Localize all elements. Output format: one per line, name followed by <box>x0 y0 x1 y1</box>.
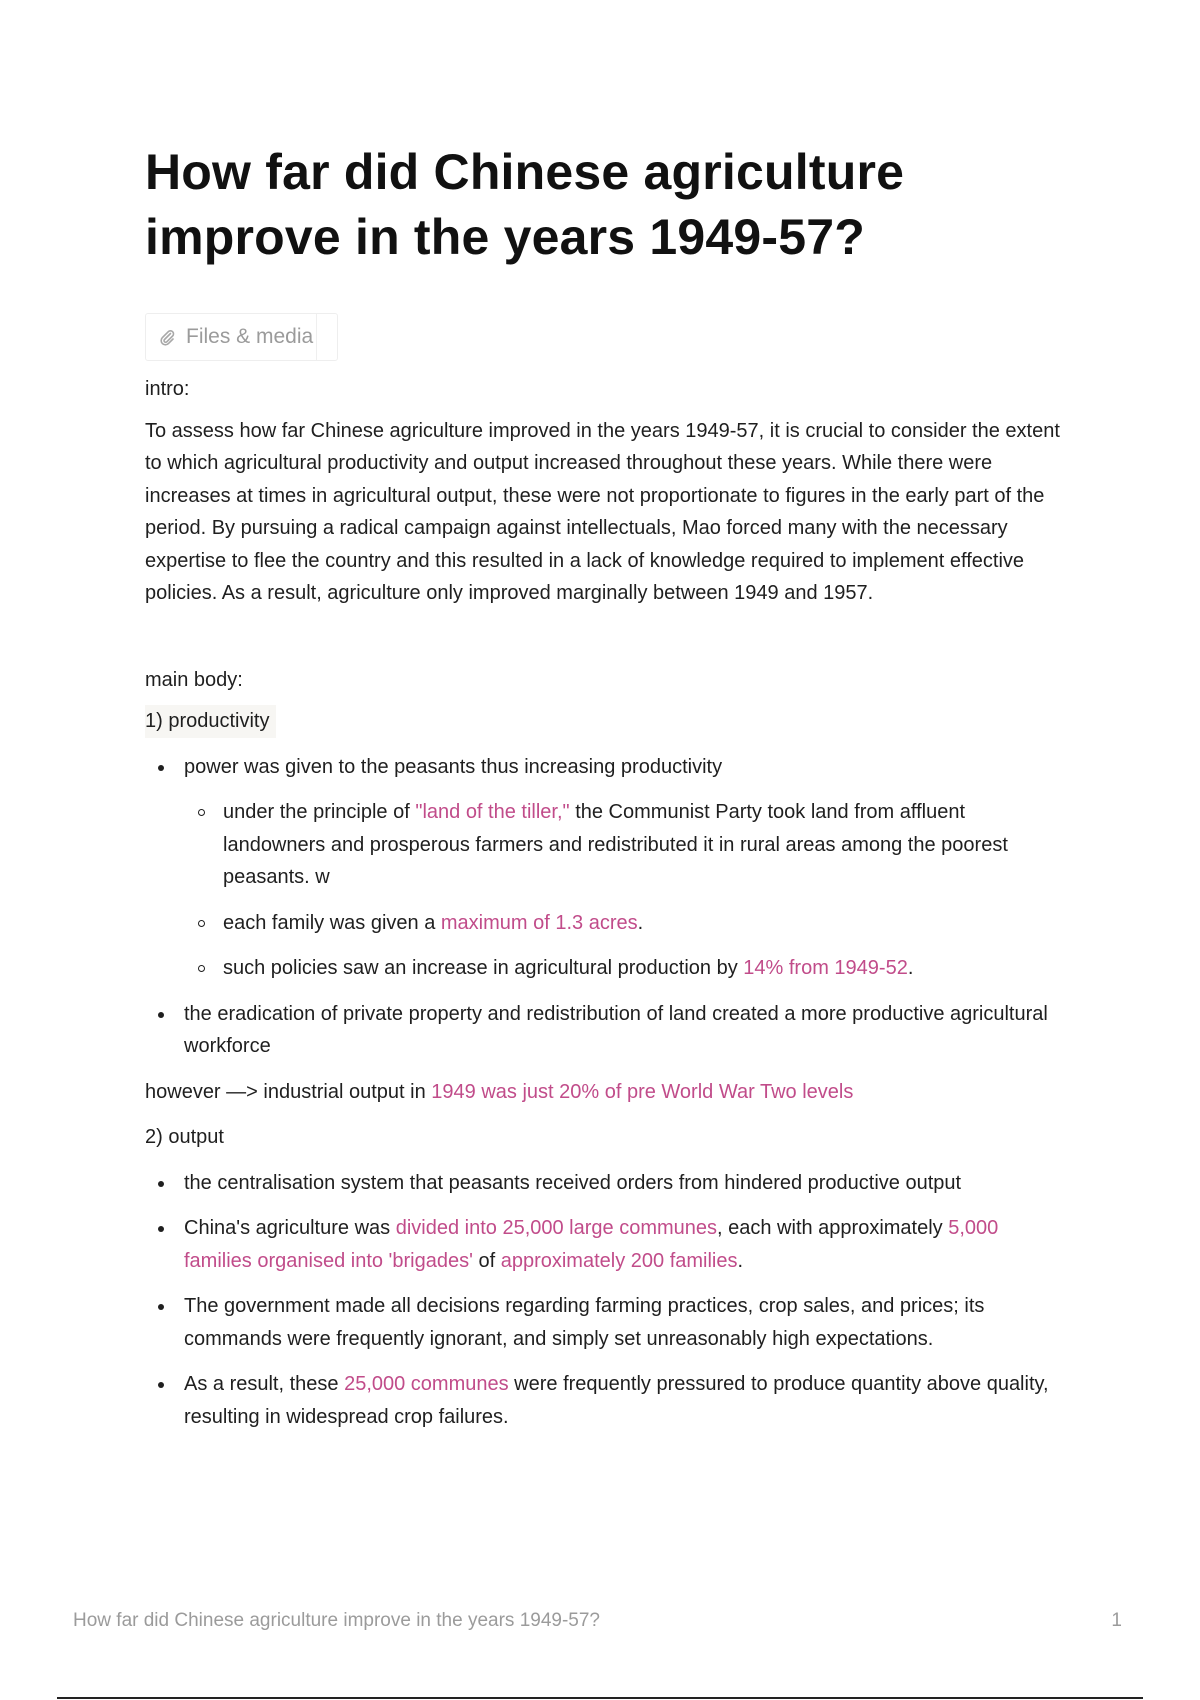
bullet-dot-icon <box>158 1226 164 1232</box>
highlighted-text: approximately 200 families <box>500 1249 738 1272</box>
intro-label: intro: <box>145 378 190 400</box>
property-divider <box>316 314 317 360</box>
list-item <box>145 1212 1065 1277</box>
highlighted-text: divided into 25,000 large communes <box>395 1217 718 1239</box>
bullet-circle-icon <box>198 809 205 816</box>
output-list <box>145 1167 1065 1434</box>
bullet-dot-icon <box>158 1181 164 1187</box>
list-item <box>145 998 1065 1063</box>
text-run: each family was given a <box>223 911 441 934</box>
text-run: . <box>637 911 644 934</box>
text-run: such policies saw an increase in agricultural production by <box>223 957 744 979</box>
highlighted-text: 5,000 families organised into 'brigades' <box>184 1217 999 1272</box>
highlighted-text: 1949 was just 20% of pre World War Two levels <box>431 1080 854 1103</box>
bullet-dot-icon <box>158 1382 164 1388</box>
list-item <box>145 751 1065 985</box>
text-run: , each with approximately <box>717 1217 949 1239</box>
text-run: . <box>737 1249 744 1272</box>
list-item-text: the centralisation system that peasants received orders from hindered productive output <box>184 1171 962 1194</box>
bullet-circle-icon <box>198 920 205 927</box>
list-item-text: power was given to the peasants thus increasing productivity <box>184 755 723 778</box>
files-media-label: Files & media <box>186 325 314 348</box>
paperclip-icon <box>158 328 176 346</box>
highlighted-text: maximum of 1.3 acres <box>440 911 638 934</box>
footer-title: How far did Chinese agriculture improve in the years 1949-57? <box>73 1610 600 1631</box>
document-page <box>145 140 1065 1433</box>
productivity-list <box>145 751 1065 1063</box>
intro-paragraph: To assess how far Chinese agriculture improved in the years 1949-57, it is crucial to consider the extent to which agricultural productivity and output increased throughout these years. While there were increases at times in agricultural output, these were not proportionate to figures in the early part of the period. By pursuing a radical campaign against intellectuals, Mao forced many with the necessary expertise to flee the country and this resulted in a lack of knowledge required to implement effective policies. As a result, agriculture only improved marginally between 1949 and 1957. <box>145 419 1060 604</box>
bullet-circle-icon <box>198 965 205 972</box>
page-title: How far did Chinese agriculture improve in the years 1949-57? <box>145 144 905 265</box>
sub-list <box>184 796 1065 985</box>
page-number: 1 <box>1111 1610 1122 1631</box>
however-line <box>145 1076 1065 1109</box>
sub-list-item <box>184 952 1065 985</box>
list-item-text: The government made all decisions regarding farming practices, crop sales, and prices; its commands were frequently ignorant, and simply set unreasonably high expectations. <box>184 1295 985 1350</box>
main-body-label: main body: <box>145 668 243 691</box>
highlighted-text: 25,000 communes <box>344 1373 509 1395</box>
text-run: . <box>907 957 914 979</box>
highlighted-text: "land of the tiller," <box>415 801 570 823</box>
text-run: under the principle of <box>223 801 416 823</box>
list-item <box>145 1368 1065 1433</box>
text-run: As a result, these <box>184 1373 345 1395</box>
files-media-property[interactable] <box>145 313 338 361</box>
bullet-dot-icon <box>158 1012 164 1018</box>
bullet-dot-icon <box>158 1304 164 1310</box>
text-run: the Communist Party took land from affluent landowners and prosperous farmers and redistributed it in rural areas among the poorest peasants. w <box>223 801 1008 888</box>
highlighted-text: 14% from 1949-52 <box>743 957 908 979</box>
bottom-rule <box>57 1697 1143 1699</box>
page-footer <box>73 1610 1122 1632</box>
sub-list-item <box>184 796 1065 894</box>
text-run: however —> industrial output in <box>145 1080 432 1103</box>
list-item <box>145 1290 1065 1355</box>
section-heading-productivity: 1) productivity <box>145 705 276 738</box>
list-item-text: the eradication of private property and redistribution of land created a more productive agricultural workforce <box>184 1002 1048 1057</box>
text-run: China's agriculture was <box>184 1217 396 1239</box>
list-item <box>145 1167 1065 1200</box>
bullet-dot-icon <box>158 765 164 771</box>
text-run: of <box>472 1249 501 1272</box>
section-heading-output: 2) output <box>145 1126 224 1148</box>
text-run: were frequently pressured to produce quantity above quality, resulting in widespread crop failures. <box>184 1373 1049 1428</box>
sub-list-item <box>184 907 1065 940</box>
